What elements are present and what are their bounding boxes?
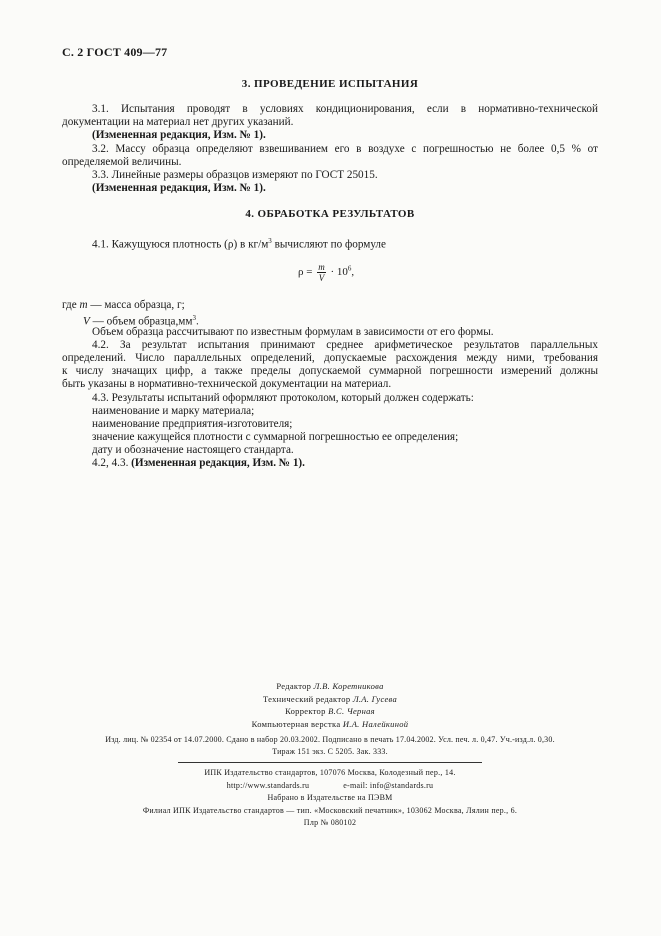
formula-end: , [351,266,355,279]
para-4-1-sup: 3 [268,237,272,245]
para-4-2-line4: быть указаны в нормативно-технической документации на материал. [62,378,392,390]
where-mass-var: m [79,299,88,311]
where-mass-pre: где [62,299,80,311]
para-3-2-line2: определяемой величины. [62,156,182,168]
where-volume-end: . [195,315,199,328]
list-item: дату и обозначение настоящего стандарта. [92,444,294,456]
para-3-3: 3.3. Линейные размеры образцов измеряют по ГОСТ 25015. [92,169,378,181]
credit-layout-name: И.А. Налейкиной [342,718,409,729]
formula-numerator: m [318,262,325,272]
volume-note: Объем образца рассчитывают по известным формулам в зависимости от его формы. [92,326,494,338]
para-3-2-line1: 3.2. Массу образца определяют взвешиванием его в воздухе с погрешностью не более 0,5 % от [92,143,598,155]
para-4-2-line2: определений. Число параллельных определений, допускаемые расхождения между ними, требования [62,352,598,364]
density-formula [298,262,354,283]
credit-corr-role: Корректор [285,706,329,716]
para-4-2-line3: к числу значащих цифр, а также пределы допускаемой суммарной погрешности измерений должны [62,365,598,377]
formula-lhs: ρ = [298,266,313,279]
publisher-block [62,767,598,830]
credit-tech-role: Технический редактор [262,693,353,704]
list-item: значение кажущейся плотности с суммарной погрешностью ее определения; [92,431,459,443]
publisher-line4: Филиал ИПК Издательство стандартов — тип. «Московский печатник», 103062 Москва, Лялин пер., 6. [142,805,518,815]
credits-block [200,680,460,730]
para-4-1-text: 4.1. Кажущуюся плотность (ρ) в кг/м [92,238,269,251]
credit-corr-name: В.С. Черная [328,706,375,716]
edit-note-3 [92,457,305,470]
para-4-3: 4.3. Результаты испытаний оформляют протоколом, который должен содержать: [92,392,474,404]
para-3-1-line2: документации на материал нет других указаний. [62,116,294,128]
imprint-line1: Изд. лиц. № 02354 от 14.07.2000. Сдано в набор 20.03.2002. Подписано в печать 17.04.2002. Усл. печ. л. 0,47. Уч.-изд.л. 0,30. [105,735,555,744]
where-mass [62,299,185,312]
formula-rhs: · 10 [330,266,348,279]
credit-editor-name: Л.В. Коретникова [313,681,384,691]
publisher-site: http://www.standards.ru [226,780,310,790]
publisher-line3: Набрано в Издательстве на ПЭВМ [267,793,393,802]
para-4-2-line1: 4.2. За результат испытания принимают среднее арифметическое результатов параллельных [92,339,598,351]
edit-note-3-text: (Измененная редакция, Изм. № 1). [131,457,305,469]
publisher-email: e-mail: info@standards.ru [343,780,434,790]
formula-denominator: V [318,273,325,283]
publisher-line5: Плр № 080102 [303,818,357,827]
formula-fraction [317,262,326,283]
para-4-1-tail: вычисляют по формуле [271,238,386,251]
credit-layout-role: Компьютерная верстка [251,718,343,729]
credit-corrector [200,705,460,718]
formula-exponent: 6 [347,264,352,273]
where-mass-text: — масса образца, г; [87,299,185,311]
credit-tech-name: Л.А. Гусева [352,693,397,704]
page-header: С. 2 ГОСТ 409—77 [62,45,168,59]
edit-note-2: (Измененная редакция, Изм. № 1). [92,182,266,194]
edit-note-1: (Измененная редакция, Изм. № 1). [92,129,266,141]
credit-layout [200,718,460,731]
credit-tech-editor [200,693,460,706]
para-3-1-line1: 3.1. Испытания проводят в условиях кондиционирования, если в нормативно-технической [92,103,598,115]
credit-editor-role: Редактор [276,681,314,691]
divider [178,762,482,763]
section-4-title: 4. ОБРАБОТКА РЕЗУЛЬТАТОВ [245,208,415,220]
para-4-1 [92,235,386,252]
list-item: наименование и марку материала; [92,405,255,417]
section-3-title: 3. ПРОВЕДЕНИЕ ИСПЫТАНИЯ [241,78,419,90]
edit-note-3-nums: 4.2, 4.3. [92,457,132,469]
credit-editor [200,680,460,693]
imprint-line2: Тираж 151 экз. С 5205. Зак. 333. [272,746,388,756]
publisher-line1: ИПК Издательство стандартов, 107076 Москва, Колодезный пер., 14. [204,768,456,777]
where-volume-sup: 3 [192,314,196,322]
imprint-block [62,734,598,757]
publisher-contacts [62,780,598,793]
list-item: наименование предприятия-изготовителя; [92,418,293,430]
where-volume-var: V [83,315,90,328]
where-volume-text: — объем образца,мм [89,315,193,328]
